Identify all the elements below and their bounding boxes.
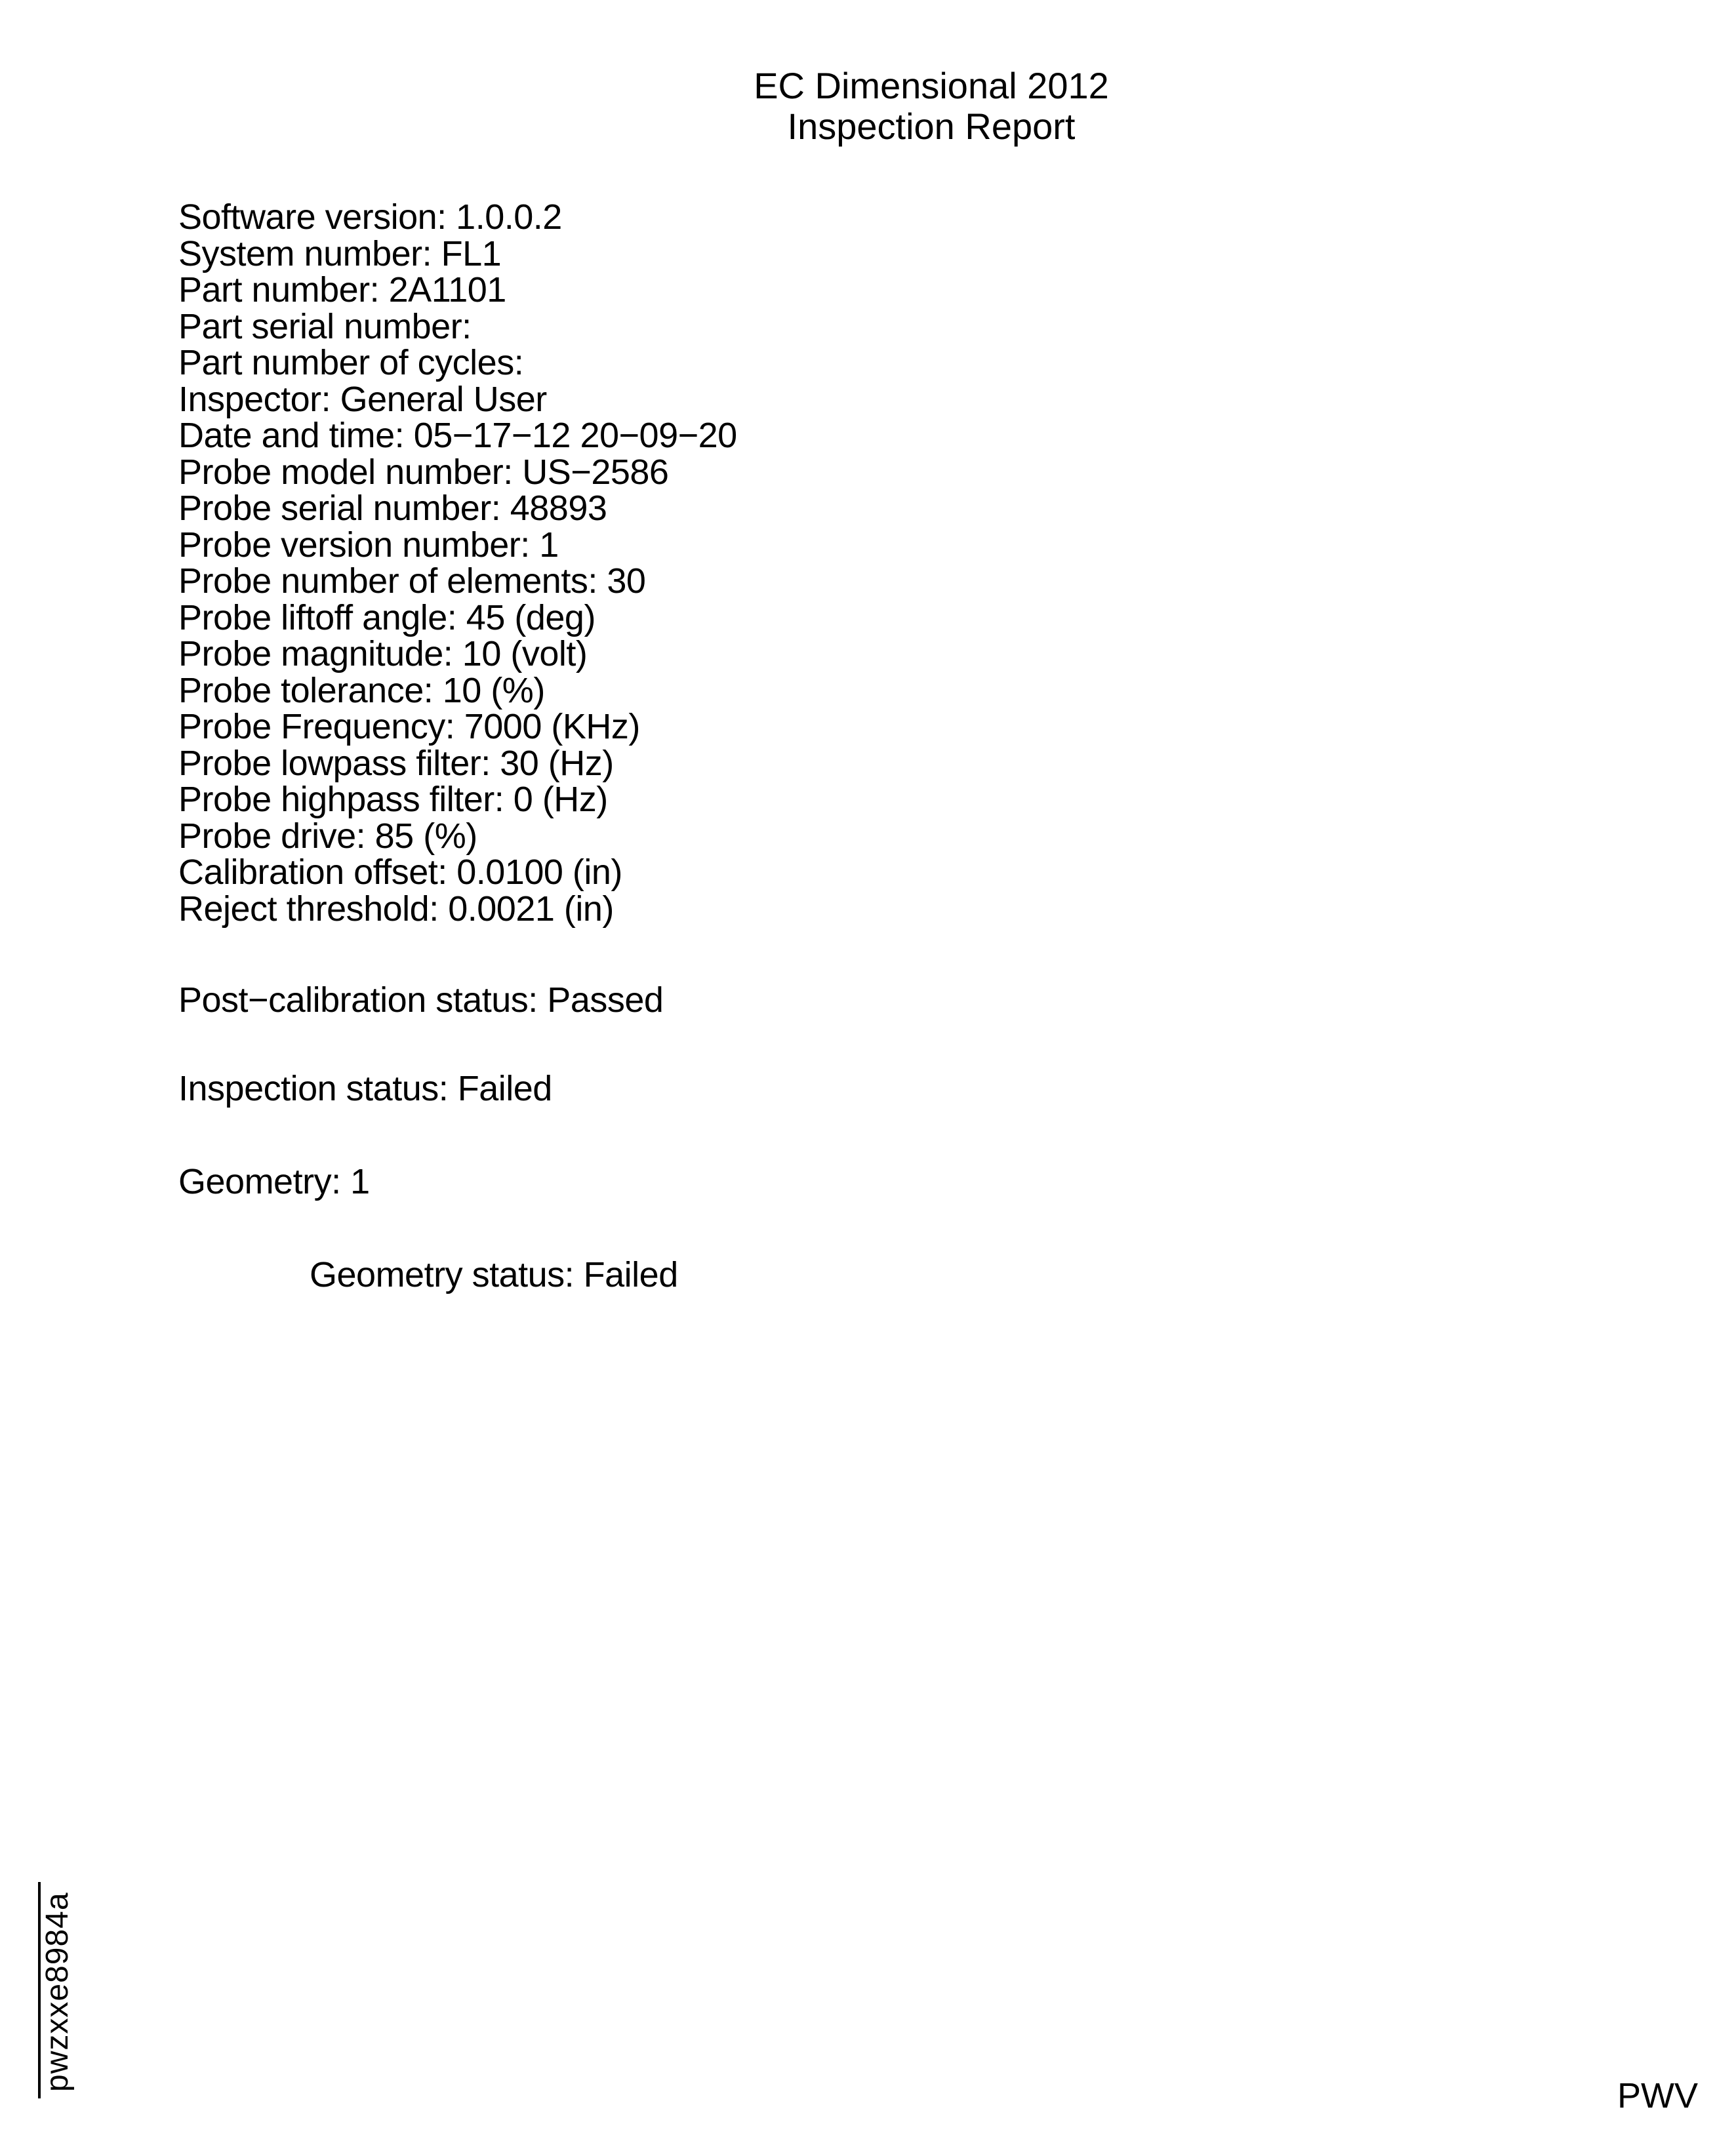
field-system-number: System number: FL1	[178, 233, 502, 273]
geometry-label: Geometry: 1	[178, 1162, 370, 1201]
field-probe-version-number: Probe version number: 1	[178, 525, 559, 565]
report-title-line-1: EC Dimensional 2012	[754, 65, 1109, 106]
field-inspector: Inspector: General User	[178, 379, 547, 419]
geometry-status: Geometry status: Failed	[310, 1255, 678, 1294]
field-software-version: Software version: 1.0.0.2	[178, 197, 562, 237]
field-probe-lowpass-filter: Probe lowpass filter: 30 (Hz)	[178, 743, 614, 783]
inspection-status: Inspection status: Failed	[178, 1069, 552, 1108]
field-reject-threshold: Reject threshold: 0.0021 (in)	[178, 889, 614, 929]
field-probe-number-of-elements: Probe number of elements: 30	[178, 561, 646, 601]
field-probe-frequency: Probe Frequency: 7000 (KHz)	[178, 707, 640, 746]
field-probe-drive: Probe drive: 85 (%)	[178, 816, 477, 856]
field-part-number-of-cycles: Part number of cycles:	[178, 343, 524, 382]
field-probe-liftoff-angle: Probe liftoff angle: 45 (deg)	[178, 597, 595, 637]
report-fields-list	[178, 199, 1162, 927]
side-reference-code	[34, 1882, 80, 2098]
field-probe-model-number: Probe model number: US−2586	[178, 452, 669, 492]
report-title-line-2: Inspection Report	[787, 106, 1076, 147]
field-probe-magnitude: Probe magnitude: 10 (volt)	[178, 634, 588, 673]
field-part-number: Part number: 2A1101	[178, 270, 506, 310]
field-probe-tolerance: Probe tolerance: 10 (%)	[178, 670, 545, 710]
report-title	[689, 66, 1174, 147]
post-calibration-status: Post−calibration status: Passed	[178, 980, 664, 1020]
field-probe-serial-number: Probe serial number: 48893	[178, 489, 607, 528]
field-date-and-time: Date and time: 05−17−12 20−09−20	[178, 416, 737, 455]
corner-code: PWV	[1617, 2076, 1698, 2115]
field-calibration-offset: Calibration offset: 0.0100 (in)	[178, 852, 622, 892]
field-part-serial-number: Part serial number:	[178, 306, 472, 346]
field-probe-highpass-filter: Probe highpass filter: 0 (Hz)	[178, 780, 608, 819]
side-code-text: pwzxxe8984a	[40, 1892, 75, 2092]
